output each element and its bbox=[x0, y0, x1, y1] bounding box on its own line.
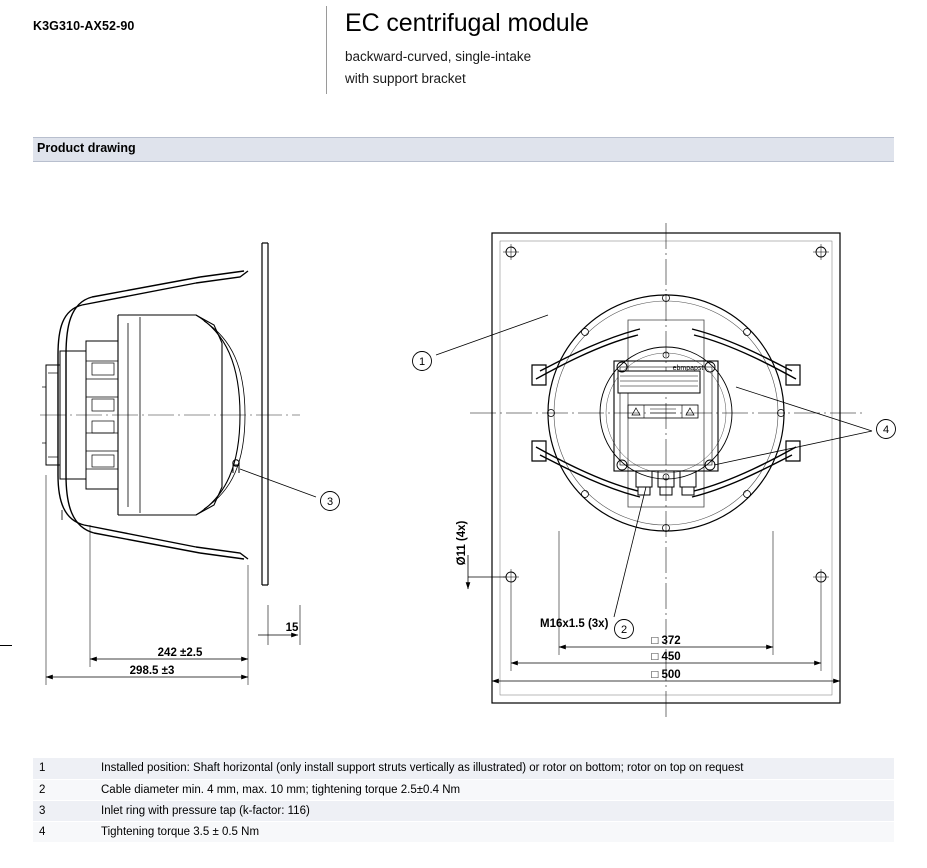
dim-372-label: □ 372 bbox=[651, 635, 681, 647]
table-row bbox=[33, 800, 894, 821]
section-header-product-drawing bbox=[33, 137, 894, 162]
dim-298-label: 298.5 ±3 bbox=[129, 665, 175, 677]
note-text: Inlet ring with pressure tap (k-factor: 116) bbox=[91, 800, 894, 821]
dim-450-label: □ 450 bbox=[651, 651, 681, 663]
subtitle-line-2: with support bracket bbox=[345, 71, 466, 86]
hole-diameter-label: Ø11 (4x) bbox=[456, 520, 468, 566]
dim-500-label: □ 500 bbox=[651, 669, 681, 681]
note-text: Tightening torque 3.5 ± 0.5 Nm bbox=[91, 821, 894, 842]
side-view-group bbox=[40, 243, 340, 685]
note-number: 4 bbox=[33, 821, 91, 842]
subtitle-line-1: backward-curved, single-intake bbox=[345, 49, 532, 64]
callout-1-label: 1 bbox=[418, 356, 426, 368]
table-row bbox=[33, 779, 894, 800]
note-text: Cable diameter min. 4 mm, max. 10 mm; tightening torque 2.5±0.4 Nm bbox=[91, 779, 894, 800]
note-number: 3 bbox=[33, 800, 91, 821]
notes-table bbox=[33, 758, 894, 843]
callout-3-label: 3 bbox=[326, 496, 334, 508]
table-row bbox=[33, 758, 894, 779]
callout-4-label: 4 bbox=[882, 424, 890, 436]
note-number: 1 bbox=[33, 758, 91, 779]
page-title: EC centrifugal module bbox=[345, 9, 589, 37]
header-divider bbox=[326, 6, 327, 94]
product-drawing bbox=[0, 165, 927, 745]
title-block bbox=[345, 8, 589, 90]
table-row bbox=[33, 821, 894, 842]
dim-15-label: 15 bbox=[285, 622, 299, 634]
section-header-label: Product drawing bbox=[37, 141, 136, 155]
hub-brand-label: ebmpapst bbox=[672, 365, 704, 372]
note-text: Installed position: Shaft horizontal (only install support struts vertically as illustrated) or rotor on bottom; rotor on top on request bbox=[91, 758, 894, 779]
page-header bbox=[0, 0, 927, 118]
technical-drawing-svg bbox=[0, 165, 927, 745]
note-number: 2 bbox=[33, 779, 91, 800]
model-code: K3G310-AX52-90 bbox=[33, 19, 135, 33]
dim-242-label: 242 ±2.5 bbox=[157, 647, 203, 659]
front-view-group bbox=[413, 223, 896, 717]
thread-label: M16x1.5 (3x) bbox=[540, 618, 609, 630]
callout-2-label: 2 bbox=[620, 624, 628, 636]
